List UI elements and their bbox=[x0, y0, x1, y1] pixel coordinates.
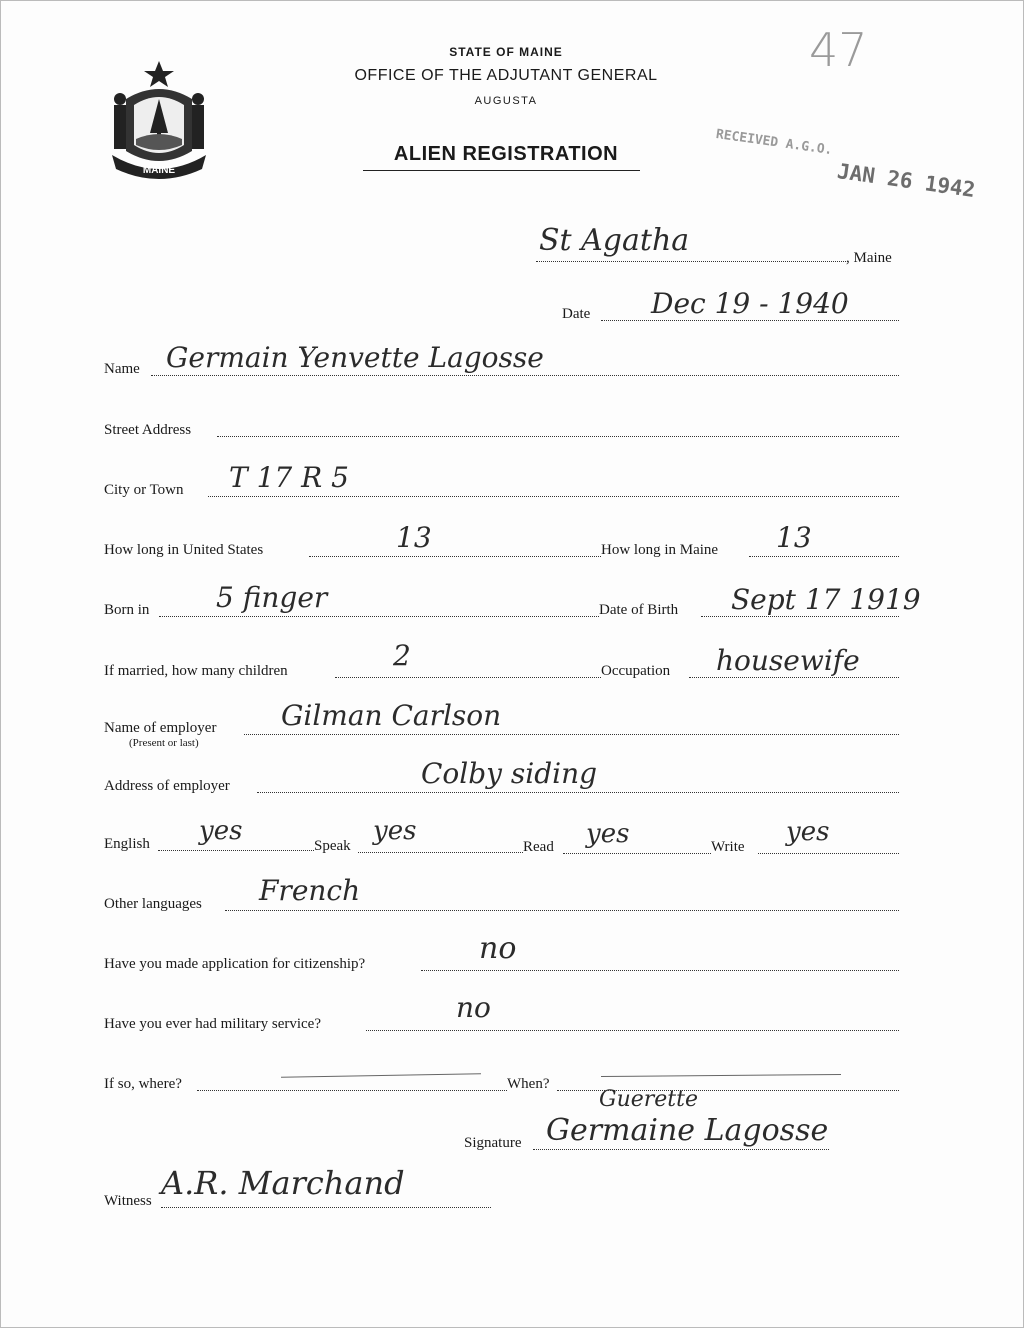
citizenship-line bbox=[421, 970, 899, 971]
city-line bbox=[208, 496, 899, 497]
employer-line bbox=[244, 734, 899, 735]
name-line bbox=[151, 375, 899, 376]
received-stamp: RECEIVED A.G.O. bbox=[714, 127, 834, 159]
emp-addr-label: Address of employer bbox=[104, 778, 230, 794]
date-line bbox=[601, 320, 899, 321]
where-dash-mark bbox=[281, 1073, 481, 1077]
speak-label: Speak bbox=[314, 838, 351, 854]
signature-line bbox=[533, 1149, 829, 1150]
read-label: Read bbox=[523, 839, 554, 855]
name-value: Germain Yenvette Lagosse bbox=[166, 341, 544, 374]
write-value: yes bbox=[786, 817, 830, 847]
page-number: 47 bbox=[809, 23, 868, 77]
children-value: 2 bbox=[393, 639, 411, 672]
state-heading: STATE OF MAINE bbox=[449, 45, 563, 59]
citizenship-label: Have you made application for citizenship? bbox=[104, 956, 366, 972]
english-label: English bbox=[104, 836, 150, 852]
employer-label: Name of employer bbox=[104, 720, 217, 736]
born-label: Born in bbox=[104, 602, 150, 618]
read-value: yes bbox=[586, 819, 630, 849]
date-label: Date bbox=[562, 306, 591, 322]
military-line bbox=[366, 1030, 899, 1031]
where-line bbox=[197, 1090, 507, 1091]
office-heading: OFFICE OF THE ADJUTANT GENERAL bbox=[354, 67, 658, 84]
military-label: Have you ever had military service? bbox=[104, 1016, 321, 1032]
maine-line bbox=[749, 556, 899, 557]
other-lang-value: French bbox=[259, 874, 361, 907]
signature-above: Guerette bbox=[599, 1087, 698, 1112]
maine-state-seal-icon bbox=[106, 59, 212, 183]
when-dash-mark bbox=[601, 1074, 841, 1077]
page-title: ALIEN REGISTRATION bbox=[393, 143, 619, 165]
when-label: When? bbox=[507, 1076, 550, 1092]
us-value: 13 bbox=[396, 521, 432, 554]
seal-text: MAINE bbox=[142, 165, 176, 176]
occupation-value: housewife bbox=[716, 644, 860, 677]
employer-value: Gilman Carlson bbox=[281, 699, 502, 732]
name-label: Name bbox=[104, 361, 140, 377]
other-lang-line bbox=[225, 910, 899, 911]
received-date-stamp: JAN 26 1942 bbox=[835, 159, 977, 203]
other-lang-label: Other languages bbox=[104, 896, 202, 912]
city-value: T 17 R 5 bbox=[229, 461, 349, 494]
street-label: Street Address bbox=[104, 422, 192, 438]
speak-value: yes bbox=[373, 816, 417, 846]
citizenship-value: no bbox=[479, 931, 517, 966]
write-line bbox=[758, 853, 899, 854]
born-value: 5 finger bbox=[216, 581, 328, 614]
english-value: yes bbox=[199, 816, 243, 846]
military-value: no bbox=[456, 991, 491, 1024]
witness-line bbox=[161, 1207, 491, 1208]
signature-value: Germaine Lagosse bbox=[546, 1113, 829, 1148]
children-label: If married, how many children bbox=[104, 663, 288, 679]
children-line bbox=[335, 677, 601, 678]
signature-label: Signature bbox=[464, 1135, 522, 1151]
place-suffix: , Maine bbox=[846, 250, 892, 266]
emp-addr-value: Colby siding bbox=[421, 757, 598, 790]
place-line bbox=[536, 261, 846, 262]
write-label: Write bbox=[711, 839, 745, 855]
maine-value: 13 bbox=[776, 521, 812, 554]
occupation-line bbox=[689, 677, 899, 678]
dob-line bbox=[701, 616, 899, 617]
where-label: If so, where? bbox=[104, 1076, 182, 1092]
place-value: St Agatha bbox=[539, 223, 690, 258]
dob-label: Date of Birth bbox=[599, 602, 679, 618]
witness-label: Witness bbox=[104, 1193, 152, 1209]
date-value: Dec 19 - 1940 bbox=[651, 287, 849, 320]
street-line bbox=[217, 436, 899, 437]
employer-sublabel: (Present or last) bbox=[129, 737, 199, 749]
english-line bbox=[158, 850, 314, 851]
read-line bbox=[563, 853, 711, 854]
title-underline bbox=[363, 170, 640, 171]
occupation-label: Occupation bbox=[601, 663, 671, 679]
us-label: How long in United States bbox=[104, 542, 264, 558]
maine-label: How long in Maine bbox=[601, 542, 719, 558]
born-line bbox=[159, 616, 599, 617]
dob-value: Sept 17 1919 bbox=[731, 583, 921, 616]
city-label: City or Town bbox=[104, 482, 184, 498]
city-heading: AUGUSTA bbox=[474, 95, 538, 107]
witness-value: A.R. Marchand bbox=[161, 1164, 405, 1202]
us-line bbox=[309, 556, 601, 557]
emp-addr-line bbox=[257, 792, 899, 793]
speak-line bbox=[358, 852, 523, 853]
